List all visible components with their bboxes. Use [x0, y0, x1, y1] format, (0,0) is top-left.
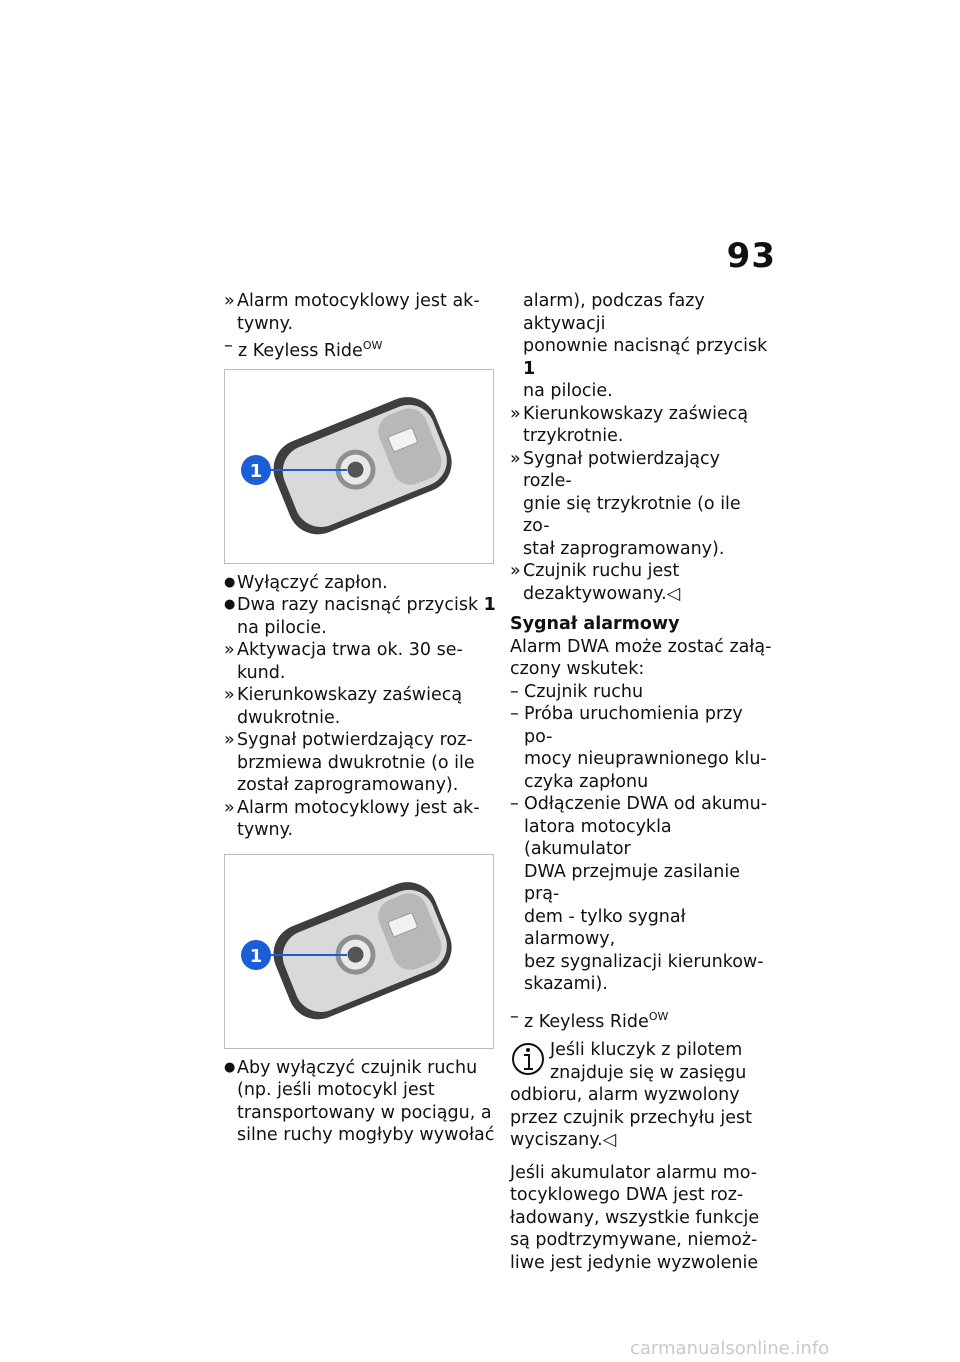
- list-item: [510, 793, 772, 996]
- option-sup: OW: [362, 339, 383, 352]
- result-text: Kierunkowskazy zaświecą trzykrotnie.: [523, 403, 749, 446]
- result-text: Kierunkowskazy zaświecą dwukrotnie.: [237, 685, 463, 728]
- note-text: odbioru, alarm wyzwolony przez czujnik przechyłu jest wyciszany.◁: [510, 1085, 752, 1150]
- result-marker: »: [224, 730, 235, 750]
- result-text: Alarm motocyklowy jest ak- tywny.: [237, 291, 480, 334]
- result-line: [224, 797, 496, 842]
- step-text: na pilocie.: [523, 381, 613, 401]
- result-marker: »: [510, 448, 521, 469]
- paragraph: Jeśli akumulator alarmu mo- tocyklowego DWA jest roz- ładowany, wszystkie funkcje są podtrzymywane, niemoż- liwe jest jedynie wyzwolenie: [510, 1162, 760, 1273]
- info-icon: [510, 1039, 546, 1079]
- result-text: Alarm motocyklowy jest ak- tywny.: [237, 797, 480, 840]
- result-line: [224, 729, 496, 797]
- step-continuation: [510, 290, 772, 403]
- info-note: [510, 1039, 772, 1152]
- dash-marker: –: [510, 681, 519, 702]
- step-line: [224, 1057, 496, 1147]
- result-text: Sygnał potwierdzający roz- brzmiewa dwukrotnie (o ile został zaprogramowany).: [237, 730, 475, 795]
- list-text: Próba uruchomienia przy po- mocy nieuprawnionego klu- czyka zapłonu: [524, 704, 767, 792]
- result-text: Czujnik ruchu jest dezaktywowany.◁: [523, 561, 681, 604]
- dash-marker: –: [510, 794, 519, 814]
- step-line: [224, 594, 496, 639]
- dash-marker: –: [224, 336, 233, 356]
- result-marker: »: [224, 640, 235, 660]
- dash-marker: –: [510, 1006, 519, 1027]
- step-text: Wyłączyć zapłon.: [237, 572, 388, 593]
- list-item: [510, 703, 772, 793]
- step-text: Aby wyłączyć czujnik ruchu (np. jeśli motocykl jest transportowany w pociągu, a silne ruchy mogłyby wywołać: [237, 1057, 495, 1145]
- result-line: [224, 684, 496, 729]
- paragraph: Alarm DWA może zostać załą- czony wskutek:: [510, 636, 772, 679]
- result-line: [510, 560, 772, 605]
- note-text: Jeśli kluczyk z pilotem znajduje się w zasięgu: [550, 1040, 747, 1083]
- bullet-marker: ●: [224, 1059, 236, 1075]
- bullet-marker: ●: [224, 574, 236, 590]
- result-text: Aktywacja trwa ok. 30 se- kund.: [237, 640, 463, 683]
- left-column: [224, 290, 496, 1147]
- variant-text: z Keyless Ride: [524, 1011, 649, 1032]
- variant-text: z Keyless Ride: [238, 341, 363, 361]
- variant-line: [224, 335, 496, 363]
- key-fob-illustration: [225, 855, 493, 1048]
- step-text: na pilocie.: [237, 617, 327, 638]
- list-item: [510, 681, 772, 704]
- watermark: carmanualsonline.info: [630, 1338, 830, 1359]
- step-line: [224, 572, 496, 595]
- result-marker: »: [224, 685, 235, 705]
- result-text: Sygnał potwierdzający rozle- gnie się trzykrotnie (o ile zo- stał zaprogramowany).: [523, 448, 741, 559]
- variant-line: [510, 1006, 772, 1034]
- key-fob-image: [224, 369, 494, 564]
- button-ref: 1: [483, 595, 496, 615]
- list-text: Czujnik ruchu: [524, 681, 644, 702]
- result-line: [224, 639, 496, 684]
- result-marker: »: [510, 403, 521, 424]
- result-line: [510, 403, 772, 448]
- right-column: [510, 290, 772, 1274]
- section-heading: Sygnał alarmowy: [510, 614, 680, 634]
- option-sup: OW: [648, 1009, 669, 1023]
- callout-number: 1: [249, 460, 263, 482]
- step-text: Dwa razy nacisnąć przycisk: [237, 595, 484, 615]
- result-marker: »: [224, 291, 235, 311]
- list-text: Odłączenie DWA od akumu- latora motocykla (akumulator DWA przejmuje zasilanie prą- dem - tylko sygnał alarmowy, bez sygnalizacji kierunkow- skazami).: [524, 794, 768, 994]
- button-ref: 1: [523, 358, 536, 379]
- page-number: 93: [726, 236, 776, 276]
- result-line: [510, 448, 772, 561]
- dash-marker: –: [510, 704, 519, 724]
- result-marker: »: [224, 797, 235, 818]
- bullet-marker: ●: [224, 597, 236, 612]
- result-marker: »: [510, 561, 521, 581]
- key-fob-illustration: [225, 370, 493, 563]
- step-text: alarm), podczas fazy aktywacji ponownie nacisnąć przycisk: [523, 291, 768, 356]
- callout-number: 1: [249, 945, 263, 967]
- result-line: [224, 290, 496, 335]
- key-fob-image: [224, 854, 494, 1049]
